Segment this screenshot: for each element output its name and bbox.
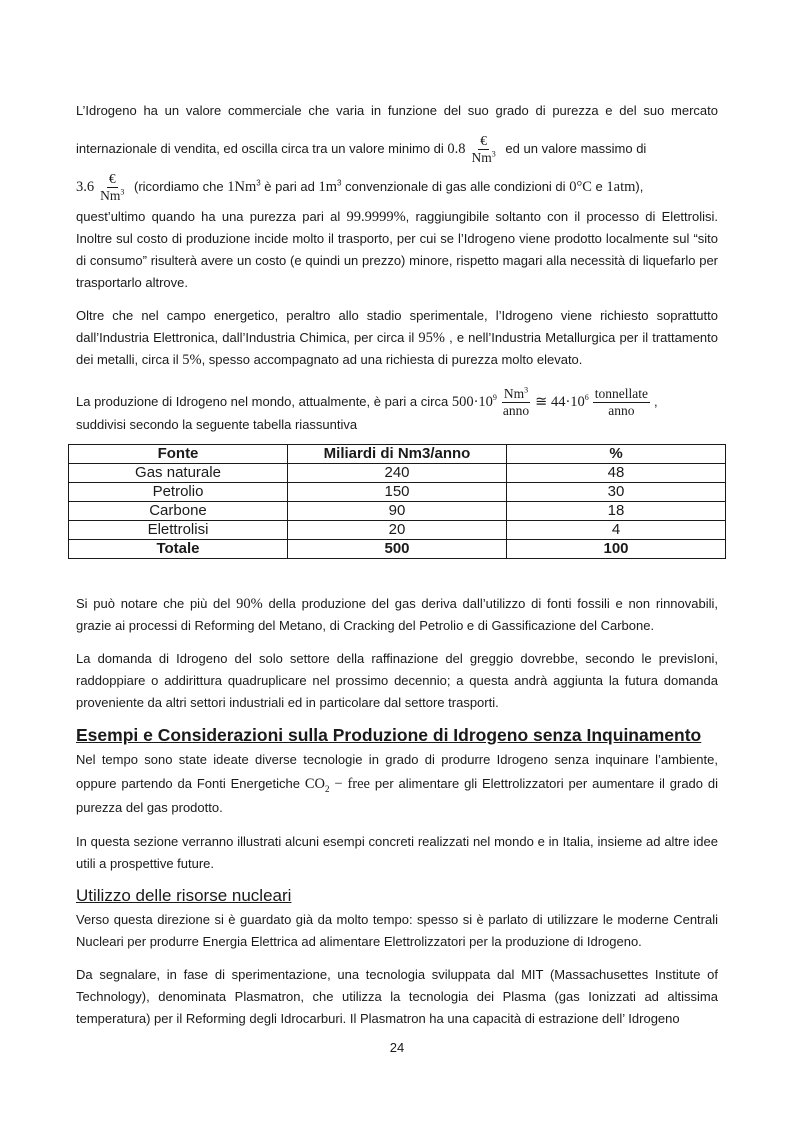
min-price: 0.8 bbox=[447, 141, 466, 157]
paragraph-section-intro: In questa sezione verranno illustrati alcuni esempi concreti realizzati nel mondo e in Italia, insieme ad altre idee utili a prospettive future. bbox=[76, 834, 718, 871]
paragraph-plasmatron: Da segnalare, in fase di sperimentazione, una tecnologia sviluppata dal MIT (Massachusettes Institute of Technology), denominata Plasmatron, che utilizza la tecnologia dei Plasma (gas Ionizzati ad altissima temperatura) per il Reforming degli Idrocarburi. Il Plasmatron ha una capacità di estrazione dell’ Idrogeno bbox=[76, 967, 718, 1026]
table-row: Gas naturale 240 48 bbox=[69, 464, 726, 483]
paragraph-demand: La domanda di Idrogeno del solo settore della raffinazione del greggio dovrebbe, secondo le previsIoni, raddoppiare o addirittura quadruplicare nel prossimo decennio; a questa andrà aggiunta la futura domanda proveniente da altri settori industriali ed in particolare dal settore trasporti. bbox=[76, 651, 718, 710]
production-mass: $44\cdot 10^6$ bbox=[550, 393, 589, 410]
header-percent: % bbox=[507, 445, 726, 464]
header-miliardi: Miliardi di Nm3/anno bbox=[288, 445, 507, 464]
fraction-euro-nm3-2: $\frac{€}{Nm^3}$ bbox=[100, 171, 125, 204]
section-heading: Esempi e Considerazioni sulla Produzione di Idrogeno senza Inquinamento bbox=[76, 725, 702, 745]
table-row: Petrolio 150 30 bbox=[69, 483, 726, 502]
document-page bbox=[76, 92, 718, 1030]
table-row: Carbone 90 18 bbox=[69, 502, 726, 521]
header-fonte: Fonte bbox=[69, 445, 288, 464]
subsection-heading: Utilizzo delle risorse nucleari bbox=[76, 886, 292, 905]
table-row: Elettrolisi 20 4 bbox=[69, 521, 726, 540]
production-table bbox=[68, 444, 726, 559]
paragraph-technologies: Nel tempo sono state ideate diverse tecnologie in grado di produrre Idrogeno senza inquinare l’ambiente, oppure partendo da Fonti Energetiche $CO_2$ − free per alimentare gli Elettrolizzatori per aumentare il grado di purezza del gas prodotto. bbox=[76, 752, 718, 815]
table-intro: suddivisi secondo la seguente tabella riassuntiva bbox=[76, 417, 358, 432]
table-total-row: Totale 500 100 bbox=[69, 540, 726, 559]
fraction-tonnellate-anno: $\frac{\text{tonnellate}}{\text{anno}}$ bbox=[594, 386, 649, 419]
table-header-row bbox=[69, 445, 726, 464]
paragraph-nuclear: Verso questa direzione si è guardato già da molto tempo: spesso si è parlato di utilizzare le moderne Centrali Nucleari per produrre Energia Elettrica ad alimentare Elettrolizzatori per la produzione di Idrogeno. bbox=[76, 912, 718, 949]
paragraph-purity: quest’ultimo quando ha una purezza pari al 99.9999%, raggiungibile soltanto con il processo di Elettrolisi. Inoltre sul costo di produzione incide molto il trasporto, per cui se l’Idrogeno viene prodotto localmente sul “sito di consumo” risulterà avere un costo (e quindi un prezzo) minore, rispetto magari alla necessità di liquefarlo per trasportarlo altrove. bbox=[76, 209, 718, 290]
paragraph-prices: L’Idrogeno ha un valore commerciale che varia in funzione del suo grado di purezza e del suo mercato internazionale di vendita, ed oscilla circa tra un valore minimo di 0.8 $\frac{€}{Nm^3}$ ed un valore massimo di 3.6 $\frac{€}{Nm^3}$ (ricordiamo che 1Nm$^3$ è pari ad $1m^3$ convenzionale di gas alle condizioni di 0°C e 1atm), bbox=[76, 103, 718, 204]
fraction-nm3-anno: $\frac{Nm^3}{\text{anno}}$ bbox=[502, 385, 530, 419]
max-price: 3.6 bbox=[76, 179, 95, 195]
paragraph-world-production: La produzione di Idrogeno nel mondo, attualmente, è pari a circa $500\cdot 10^9$ $\frac{Nm^3}{\text{anno}}$ ≅ $44\cdot 10^6$ $\frac{\text{tonnellate}}{\text{anno}}$ , bbox=[76, 385, 658, 419]
paragraph-fossil: Si può notare che più del 90% della produzione del gas deriva dall’utilizzo di fonti fossili e non rinnovabili, grazie ai processi di Reforming del Metano, di Cracking del Petrolio e di Gassificazione del Carbone. bbox=[76, 596, 718, 633]
paragraph-industry: Oltre che nel campo energetico, peraltro allo stadio sperimentale, l’Idrogeno viene richiesto soprattutto dall’Industria Elettronica, dall’Industria Chimica, per circa il 95% , e nell’Industria Metallurgica per il trattamento dei metalli, circa il 5%, spesso accompagnato ad una richiesta di purezza molto elevato. bbox=[76, 308, 718, 368]
fraction-euro-nm3-1: $\frac{€}{Nm^3}$ bbox=[471, 133, 496, 166]
co2-free: $CO_2$ − free bbox=[304, 776, 370, 794]
page-number: 24 bbox=[389, 1040, 405, 1055]
production-volume: $500\cdot 10^9$ bbox=[451, 393, 497, 410]
